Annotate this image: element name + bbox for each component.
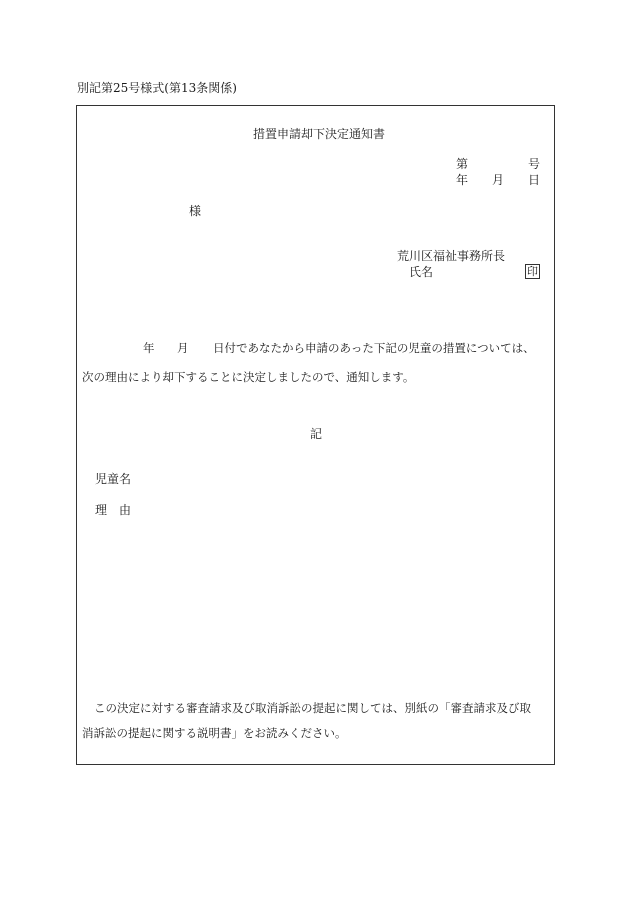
issuer-office: 荒川区福祉事務所長	[397, 249, 506, 263]
doc-number-suffix: 号	[528, 157, 541, 171]
appeal-notice-line-1: この決定に対する審査請求及び取消訴訟の提起に関しては、別紙の「審査請求及び取	[94, 701, 531, 715]
doc-number-prefix: 第	[456, 157, 469, 171]
reason-label: 理 由	[95, 503, 132, 517]
issuer-name-label: 氏名	[409, 265, 434, 279]
body-line-1: 日付であなたから申請のあった下記の児童の措置については、	[213, 341, 535, 355]
date-day-label: 日	[528, 173, 541, 187]
date-year-label: 年	[456, 173, 469, 187]
seal-mark: 印	[527, 265, 538, 278]
body-month-label: 月	[177, 341, 189, 355]
body-line-2: 次の理由により却下することに決定しましたので、通知します。	[82, 370, 415, 384]
ki-heading: 記	[310, 427, 323, 441]
date-month-label: 月	[492, 173, 505, 187]
document-title: 措置申請却下決定通知書	[253, 127, 386, 141]
child-name-label: 児童名	[95, 472, 132, 486]
form-number-label: 別記第25号様式(第13条関係)	[77, 81, 237, 95]
body-year-label: 年	[143, 341, 155, 355]
appeal-notice-line-2: 消訴訟の提起に関する説明書」をお読みください。	[82, 726, 347, 740]
addressee-suffix: 様	[189, 204, 202, 218]
